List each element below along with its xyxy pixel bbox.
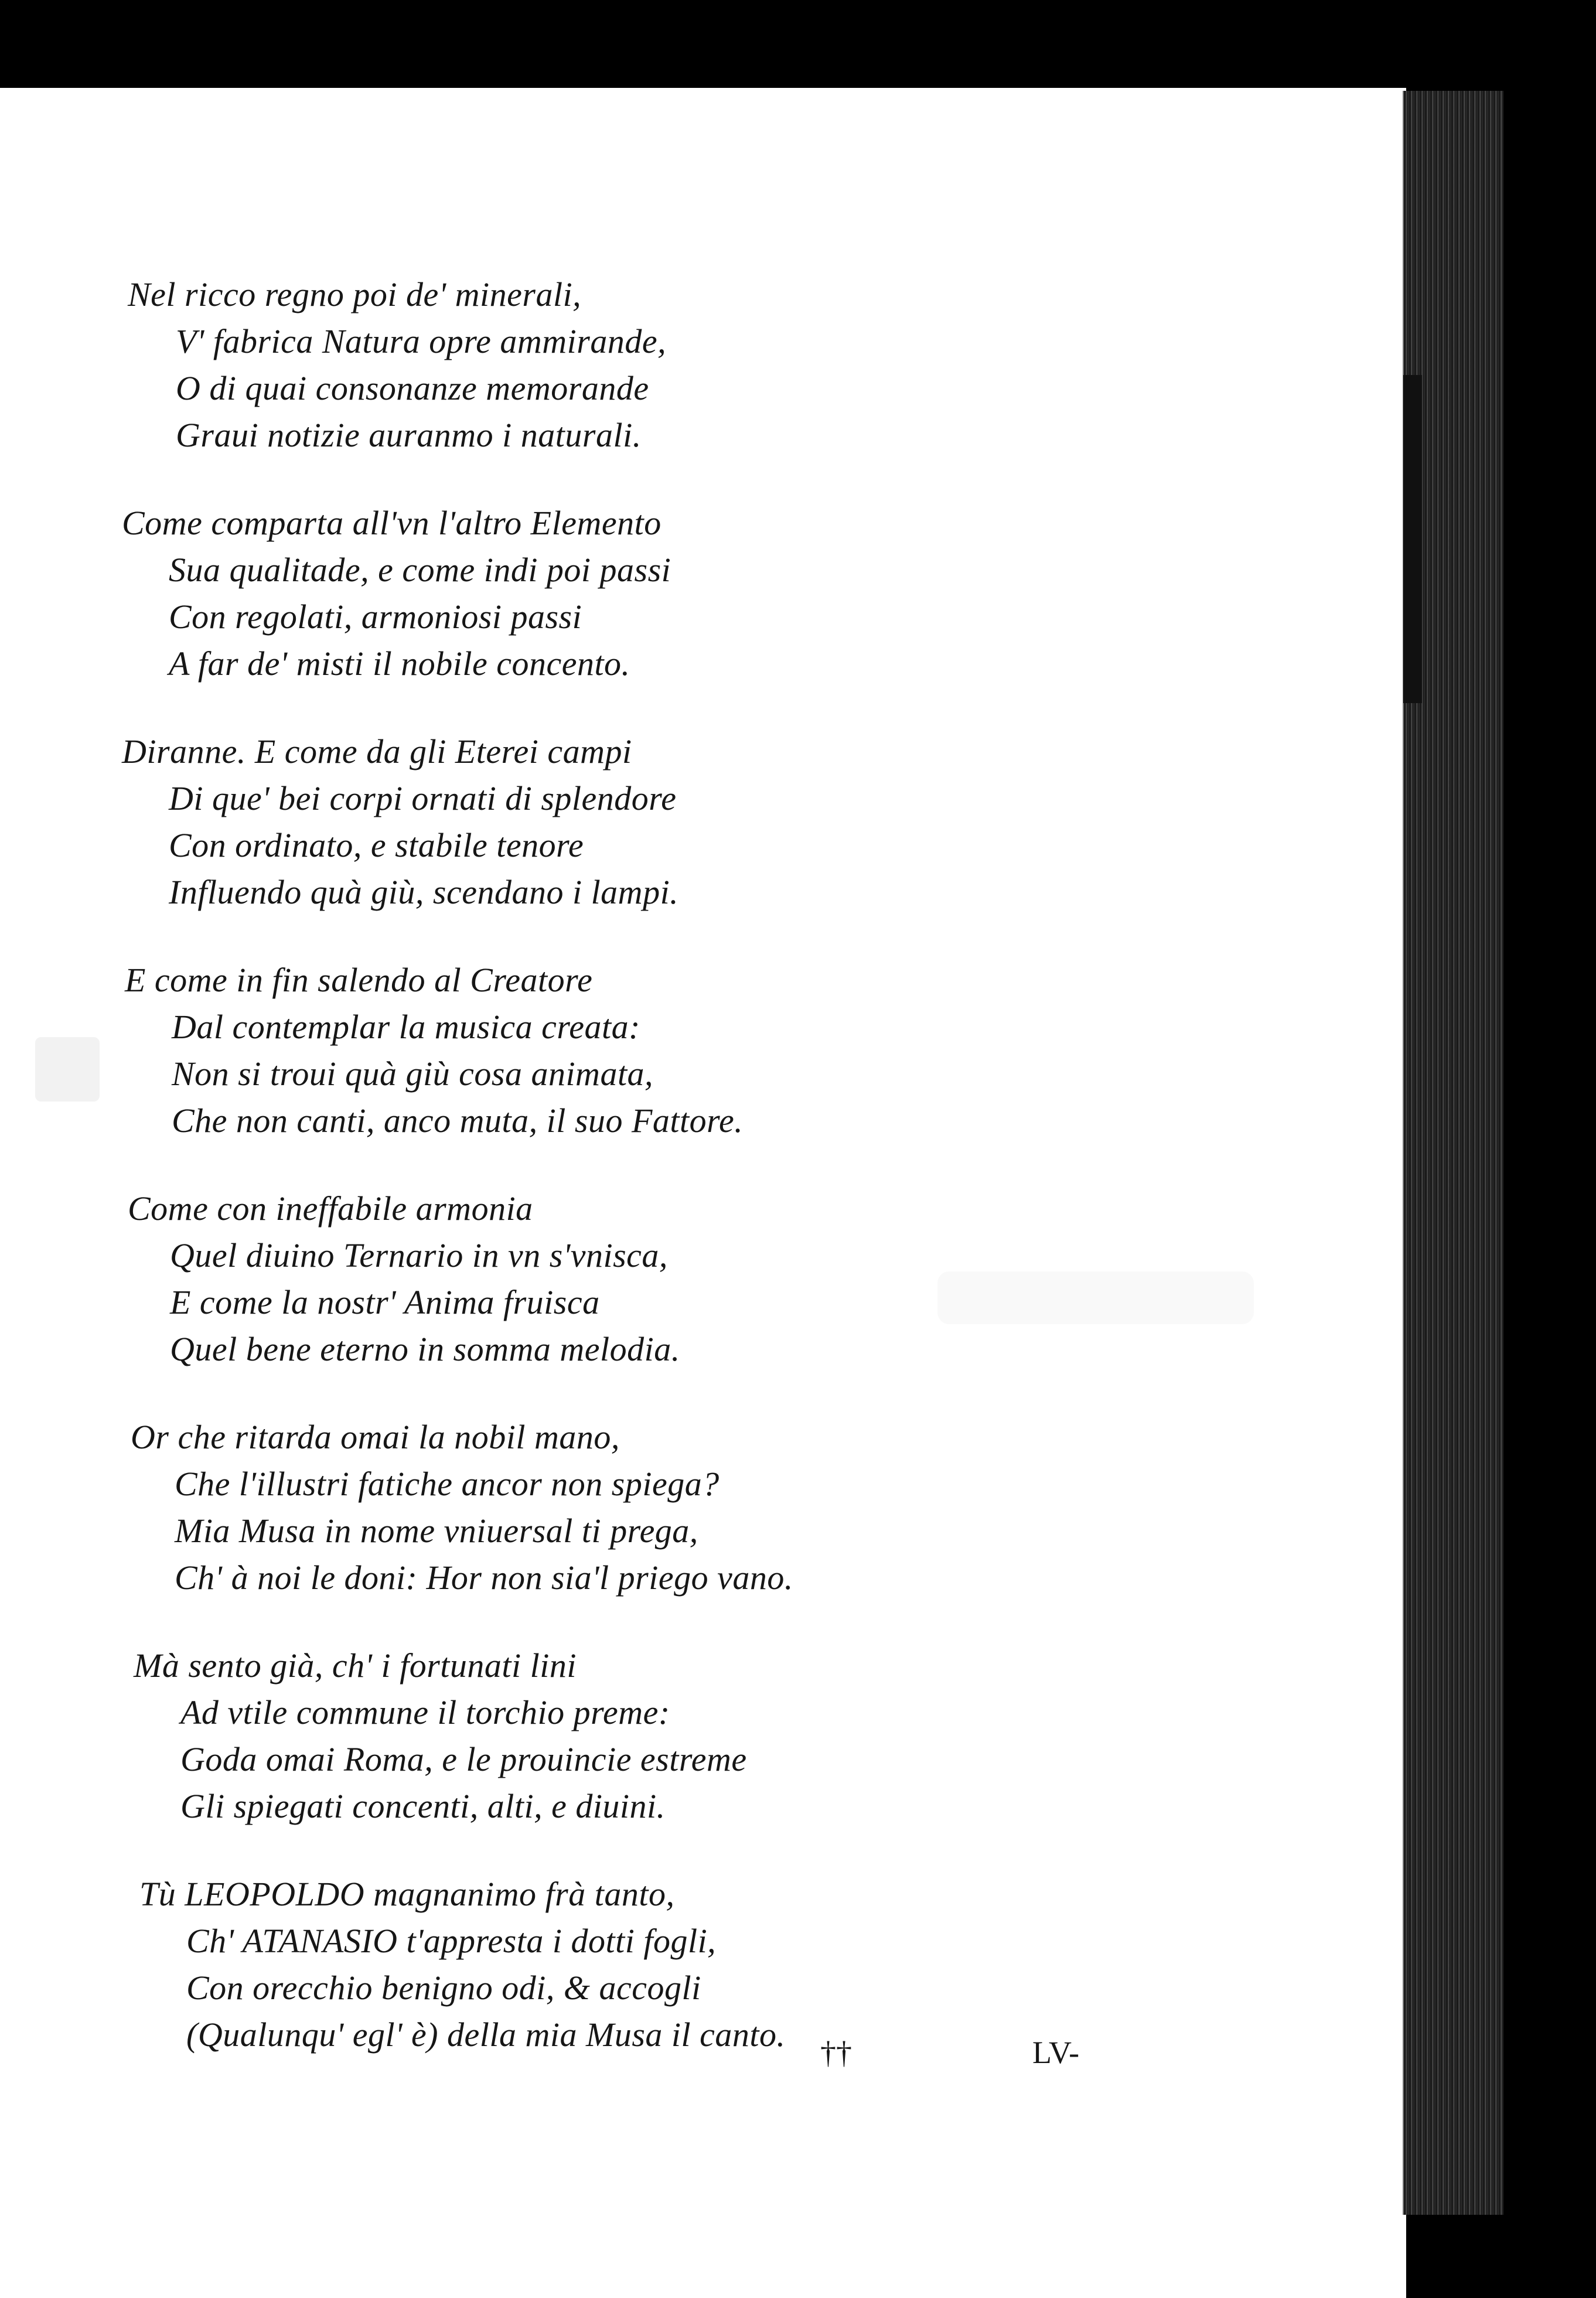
poem [0,88,1406,2298]
verse-line: Ch' ATANASIO t'appresta i dotti fogli, [186,1922,717,1960]
verse-line: Gli spiegati concenti, alti, e diuini. [180,1787,666,1825]
verse-line: Mà sento già, ch' i fortunati lini [134,1646,577,1685]
verse-line: Ch' à noi le doni: Hor non sia'l priego vano. [175,1559,793,1597]
verse-line: Quel diuino Ternario in vn s'vnisca, [170,1236,668,1274]
verse-line: A far de' misti il nobile concento. [169,645,630,683]
verse-line: Che non canti, anco muta, il suo Fattore. [172,1102,744,1140]
verse-line: Quel bene eterno in somma melodia. [170,1330,680,1368]
verse-line: Mia Musa in nome vniuersal ti prega, [175,1512,698,1550]
verse-line: Che l'illustri fatiche ancor non spiega? [175,1465,719,1503]
verse-line: E come in fin salendo al Creatore [125,961,593,999]
verse-line: Tù LEOPOLDO magnanimo frà tanto, [139,1875,675,1913]
verse-line: V' fabrica Natura opre ammirande, [176,322,667,360]
verse-line: Ad vtile commune il torchio preme: [180,1693,670,1731]
verse-line: Goda omai Roma, e le prouincie estreme [180,1740,747,1778]
verse-line: O di quai consonanze memorande [176,369,649,407]
verse-line: Graui notizie auranmo i naturali. [176,416,642,454]
verse-line: (Qualunqu' egl' è) della mia Musa il canto. [186,2016,786,2054]
verse-line: Or che ritarda omai la nobil mano, [131,1418,620,1456]
verse-line: Dal contemplar la musica creata: [172,1008,640,1046]
verse-line: Nel ricco regno poi de' minerali, [128,275,582,313]
verse-line: Influendo quà giù, scendano i lampi. [169,873,679,911]
verse-line: Di que' bei corpi ornati di splendore [169,779,677,817]
verse-line: Come comparta all'vn l'altro Elemento [122,504,661,542]
catchword: LV- [1032,2035,1080,2070]
verse-line: Sua qualitade, e come indi poi passi [169,551,671,589]
verse-line: E come la nostr' Anima fruisca [170,1283,600,1321]
verse-line: Con ordinato, e stabile tenore [169,826,584,864]
verse-line: Con regolati, armoniosi passi [169,598,582,636]
verse-line: Non si troui quà giù cosa animata, [172,1055,654,1093]
signature-mark: †† [820,2035,852,2070]
paper-stain [937,1271,1254,1324]
verse-line: Diranne. E come da gli Eterei campi [122,732,632,770]
verse-line: Come con ineffabile armonia [128,1189,533,1228]
page-edge-shadow [1403,375,1422,703]
verse-line: Con orecchio benigno odi, & accogli [186,1969,701,2007]
book-page [0,88,1406,2298]
paper-stain [35,1037,100,1102]
